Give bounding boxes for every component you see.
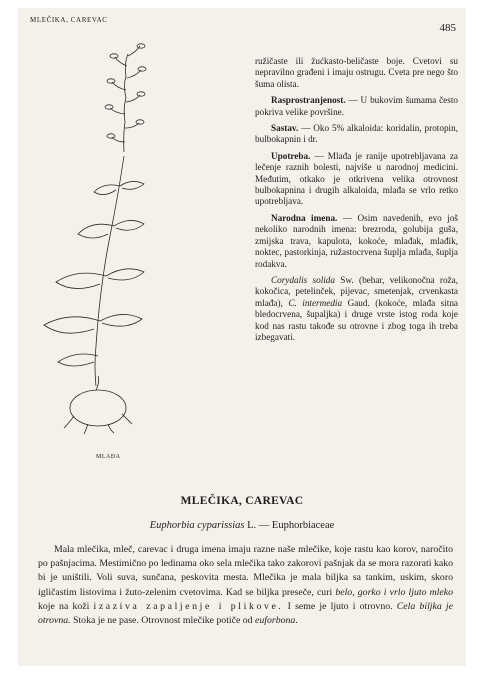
paragraph-related-species: Corydalis solida Sw. (behar, velikonočna roža, kokočica, petelinček, pijevac, smetenjak, crvenkasta mlađa), C. intermedia Gaud. (kokoće, mlađa sitna bledocrvena, šupaljka) i druge vrste istog roda koje kod nas rastu takođe su otrovne i zbog toga ih treba izbegavati.	[255, 274, 459, 342]
paragraph-folk-names: Narodna imena. — Osim navedenih, evo još nekoliko narodnih imena: brezroda, golubija guša, zmijska trava, kapulota, kokoće, mlađak, mlađik, noktec, pastorkinja, ružastocrvena šuplja mlađa, šuplja rodakva.	[255, 212, 458, 269]
section-body	[38, 543, 453, 628]
page-number: 485	[439, 22, 456, 34]
corydalis-plant-drawing-icon	[28, 36, 158, 436]
book-page	[18, 8, 466, 666]
section-subtitle	[18, 520, 466, 531]
illustration-caption: MLAĐA	[96, 454, 121, 460]
paragraph-distribution: Rasprostranjenost. — U bukovim šumama često pokriva velike površine.	[255, 95, 458, 117]
paragraph-use: Upotreba. — Mlađa je ranije upotrebljavana za lečenje raznih bolesti, najviše u narodnoj medicini. Međutim, otkako je otkrivena velika otrovnost bulbokapnina i drugih alkaloida, mlađa se vrlo retko upotrebljava.	[255, 150, 458, 207]
running-head: MLEČIKA, CAREVAC	[30, 16, 108, 24]
right-text-column	[255, 56, 458, 348]
latin-name: Euphorbia cyparissias	[149, 520, 245, 531]
paragraph-description: ružičaste ili žućkasto-beličaste boje. Cvetovi su nepravilno građeni i imaju ostrugu. Cveta pre nego što šuma olista.	[255, 56, 458, 89]
paragraph-composition: Sastav. — Oko 5% alkaloida: koridalin, protopin, bulbokapnin i dr.	[255, 123, 458, 145]
author-family: L. — Euphorbiaceae	[244, 520, 335, 531]
section-paragraph: Mala mlečika, mleč, carevac i druga imena imaju razne naše mlečike, koje rastu kao korov, naročito po pašnjacima. Mestimično po ledinama oko sela mlečika tako zakorovi pašnjak da se mora razorati kako bi je uništili. Voli suva, sunčana, peskovita mesta. Mlečika je mala biljka sa tankim, uskim, skoro igličastim listovima i žuto-zelenim cvetovima. Kad se biljka preseče, curi belo, gorko i vrlo ljuto mleko koje na koži izaziva zapaljenje i plikove. I seme je ljuto i otrovno. Cela biljka je otrovna. Stoka je ne pase. Otrovnost mlečike potiče od euforbona.	[38, 544, 454, 627]
section-title: MLEČIKA, CAREVAC	[180, 495, 304, 507]
